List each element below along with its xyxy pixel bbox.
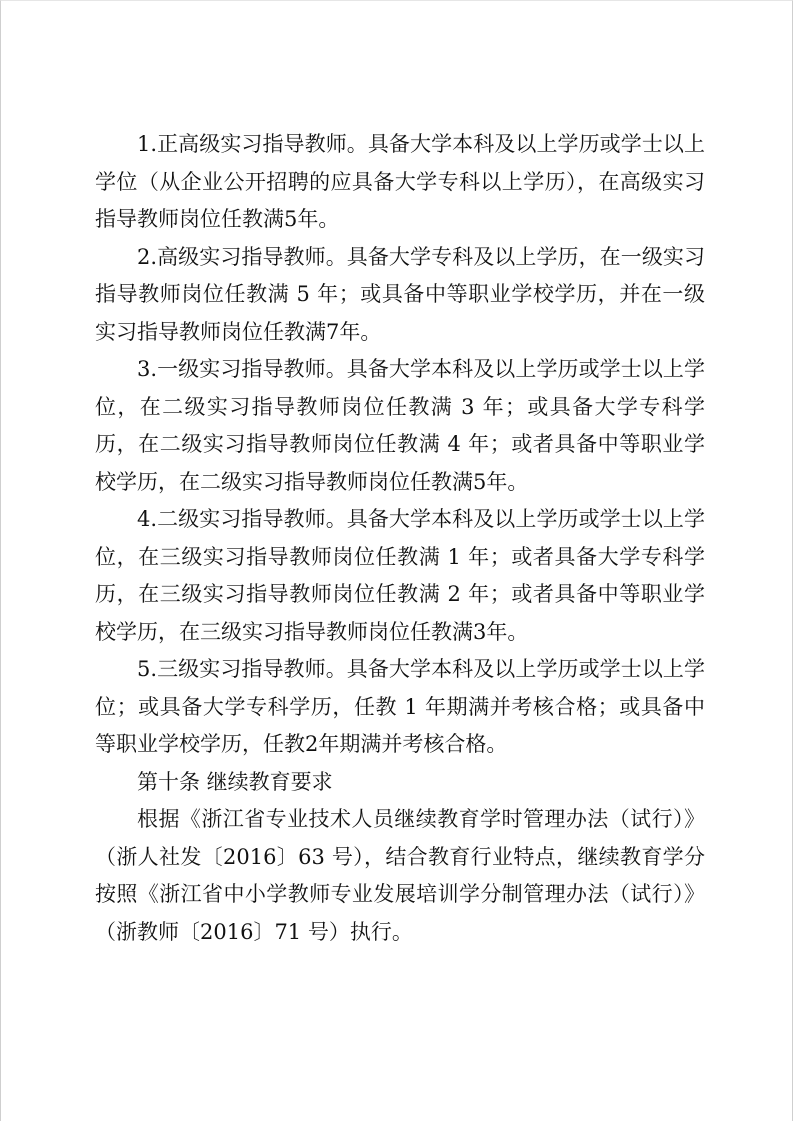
paragraph-continuing-education: 根据《浙江省专业技术人员继续教育学时管理办法（试行）》（浙人社发〔2016〕63 号），结合教育行业特点，继续教育学分按照《浙江省中小学教师专业发展培训学分制管理办法（试行）》（浙教师〔2016〕71 号）执行。 (95, 807, 705, 944)
article-heading: 第十条 继续教育要求 (137, 769, 333, 794)
paragraph-senior-instructor: 2.高级实习指导教师。具备大学专科及以上学历，在一级实习指导教师岗位任教满 5 年；或具备中等职业学校学历，并在一级实习指导教师岗位任教满7年。 (95, 244, 705, 344)
paragraph-second-grade-instructor: 4.二级实习指导教师。具备大学本科及以上学历或学士以上学位，在三级实习指导教师岗位任教满 1 年；或者具备大学专科学历，在三级实习指导教师岗位任教满 2 年；或者具备中等职业学校学历，在三级实习指导教师岗位任教满3年。 (95, 507, 705, 644)
document-body (95, 126, 705, 951)
paragraph-first-grade-instructor: 3.一级实习指导教师。具备大学本科及以上学历或学士以上学位，在二级实习指导教师岗位任教满 3 年；或具备大学专科学历，在二级实习指导教师岗位任教满 4 年；或者具备中等职业学校学历，在二级实习指导教师岗位任教满5年。 (95, 357, 705, 494)
paragraph-senior-plus-instructor: 1.正高级实习指导教师。具备大学本科及以上学历或学士以上学位（从企业公开招聘的应具备大学专科以上学历），在高级实习指导教师岗位任教满5年。 (95, 132, 705, 231)
paragraph-third-grade-instructor: 5.三级实习指导教师。具备大学本科及以上学历或学士以上学位；或具备大学专科学历，任教 1 年期满并考核合格；或具备中等职业学校学历，任教2年期满并考核合格。 (95, 657, 705, 756)
